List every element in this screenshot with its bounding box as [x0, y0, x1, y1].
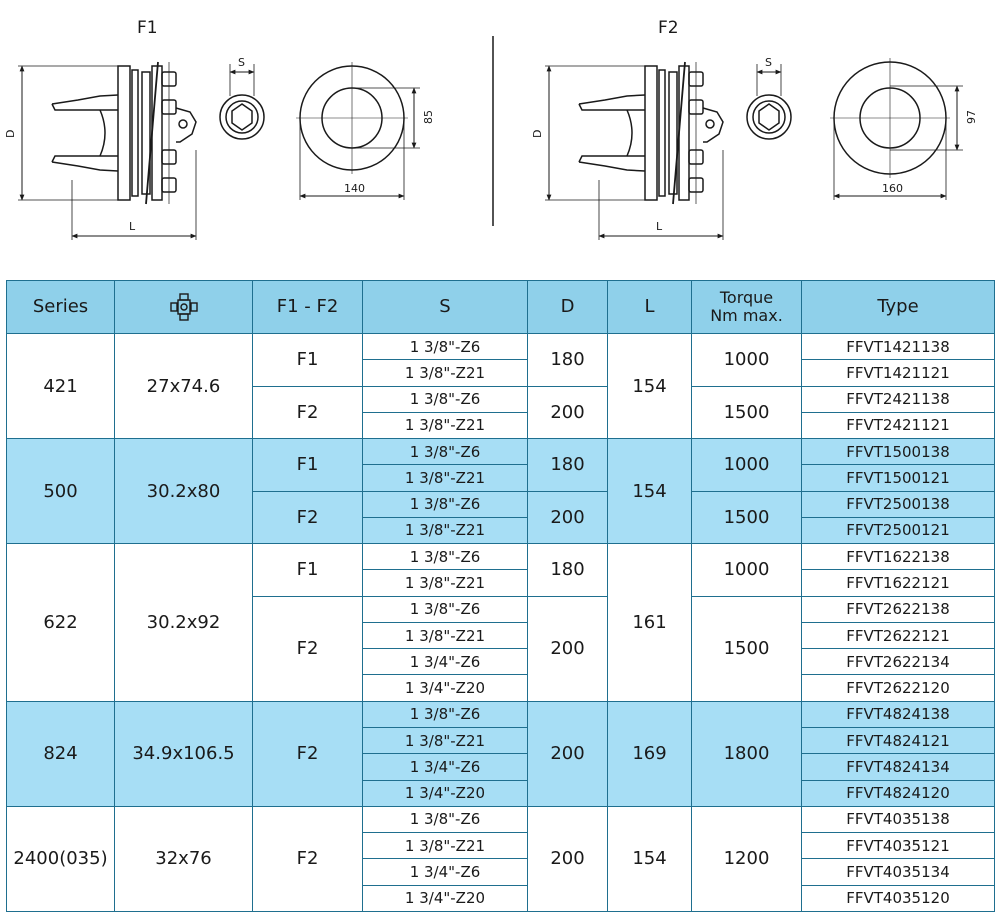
cell-type: FFVT2421138	[802, 386, 995, 412]
cell-f: F2	[253, 491, 363, 544]
cell-f: F1	[253, 439, 363, 492]
cell-type: FFVT4035120	[802, 885, 995, 911]
cell-s: 1 3/8"-Z21	[363, 833, 528, 859]
cell-f: F2	[253, 596, 363, 701]
cell-d: 180	[528, 334, 608, 387]
cell-l: 154	[608, 439, 692, 544]
cell-d: 200	[528, 596, 608, 701]
cell-cross: 30.2x92	[115, 544, 253, 702]
cell-f: F2	[253, 806, 363, 911]
cross-journal-icon	[169, 292, 199, 322]
cell-cross: 30.2x80	[115, 439, 253, 544]
cell-l: 169	[608, 701, 692, 806]
cell-f: F1	[253, 544, 363, 597]
cell-s: 1 3/8"-Z21	[363, 465, 528, 491]
header-torque-line2: Nm max.	[710, 306, 783, 325]
cell-d: 200	[528, 386, 608, 439]
drawing-f2	[531, 18, 978, 240]
cell-type: FFVT1421121	[802, 360, 995, 386]
cell-l: 154	[608, 806, 692, 911]
drawing-f1-dim-l: L	[129, 220, 136, 233]
table-row	[7, 544, 995, 570]
technical-drawings	[0, 0, 1000, 250]
header-torque	[692, 281, 802, 334]
drawing-f1-dim-dia: 140	[344, 182, 365, 195]
drawing-f1-title: F1	[137, 18, 158, 38]
cell-s: 1 3/8"-Z6	[363, 334, 528, 360]
cell-type: FFVT4824120	[802, 780, 995, 806]
cell-s: 1 3/8"-Z21	[363, 412, 528, 438]
cell-s: 1 3/8"-Z6	[363, 596, 528, 622]
header-s: S	[363, 281, 528, 334]
spec-table	[6, 280, 995, 912]
cell-s: 1 3/8"-Z21	[363, 517, 528, 543]
cell-s: 1 3/8"-Z6	[363, 544, 528, 570]
cell-series: 2400(035)	[7, 806, 115, 911]
cell-series: 421	[7, 334, 115, 439]
cell-type: FFVT4035121	[802, 833, 995, 859]
cell-l: 161	[608, 544, 692, 702]
header-series: Series	[7, 281, 115, 334]
table-row	[7, 334, 995, 360]
cell-type: FFVT2622120	[802, 675, 995, 701]
drawing-f2-dim-h: 97	[965, 110, 978, 124]
cell-f: F1	[253, 334, 363, 387]
cell-d: 200	[528, 491, 608, 544]
drawing-f2-dim-dia: 160	[882, 182, 903, 195]
table-row	[7, 701, 995, 727]
cell-type: FFVT1622121	[802, 570, 995, 596]
cell-series: 622	[7, 544, 115, 702]
cell-s: 1 3/8"-Z21	[363, 570, 528, 596]
cell-series: 500	[7, 439, 115, 544]
header-type: Type	[802, 281, 995, 334]
cell-s: 1 3/8"-Z21	[363, 360, 528, 386]
table-header-row	[7, 281, 995, 334]
cell-s: 1 3/4"-Z20	[363, 885, 528, 911]
cell-torque: 1500	[692, 596, 802, 701]
cell-torque: 1000	[692, 439, 802, 492]
cell-type: FFVT2500138	[802, 491, 995, 517]
drawing-f2-dim-s: S	[765, 56, 772, 69]
cell-s: 1 3/4"-Z6	[363, 649, 528, 675]
table-row	[7, 439, 995, 465]
drawing-f2-dim-d: D	[531, 129, 544, 138]
cell-s: 1 3/4"-Z20	[363, 675, 528, 701]
drawing-f1	[4, 18, 435, 240]
cell-type: FFVT2622121	[802, 622, 995, 648]
cell-s: 1 3/8"-Z21	[363, 727, 528, 753]
cell-type: FFVT4824121	[802, 727, 995, 753]
cell-torque: 1200	[692, 806, 802, 911]
cell-cross: 32x76	[115, 806, 253, 911]
drawing-f2-title: F2	[658, 18, 679, 38]
header-d: D	[528, 281, 608, 334]
cell-s: 1 3/8"-Z6	[363, 806, 528, 832]
cell-s: 1 3/8"-Z6	[363, 701, 528, 727]
cell-torque: 1000	[692, 334, 802, 387]
cell-l: 154	[608, 334, 692, 439]
header-torque-line1: Torque	[719, 288, 774, 307]
cell-s: 1 3/8"-Z6	[363, 491, 528, 517]
table-row	[7, 806, 995, 832]
cell-type: FFVT2421121	[802, 412, 995, 438]
cell-s: 1 3/8"-Z6	[363, 439, 528, 465]
cell-torque: 1500	[692, 491, 802, 544]
cell-f: F2	[253, 386, 363, 439]
cell-torque: 1000	[692, 544, 802, 597]
drawing-f2-dim-l: L	[656, 220, 663, 233]
cell-d: 180	[528, 544, 608, 597]
cell-s: 1 3/4"-Z20	[363, 780, 528, 806]
cell-f: F2	[253, 701, 363, 806]
header-cross	[115, 281, 253, 334]
cell-d: 200	[528, 806, 608, 911]
cell-type: FFVT1500138	[802, 439, 995, 465]
cell-type: FFVT2622134	[802, 649, 995, 675]
drawing-f1-dim-h: 85	[422, 110, 435, 124]
cell-cross: 27x74.6	[115, 334, 253, 439]
cell-type: FFVT4035134	[802, 859, 995, 885]
cell-type: FFVT1622138	[802, 544, 995, 570]
drawing-f1-dim-d: D	[4, 129, 17, 138]
cell-s: 1 3/4"-Z6	[363, 859, 528, 885]
cell-type: FFVT1421138	[802, 334, 995, 360]
cell-d: 180	[528, 439, 608, 492]
header-l: L	[608, 281, 692, 334]
cell-series: 824	[7, 701, 115, 806]
cell-s: 1 3/4"-Z6	[363, 754, 528, 780]
cell-type: FFVT4035138	[802, 806, 995, 832]
header-f1-f2: F1 - F2	[253, 281, 363, 334]
cell-d: 200	[528, 701, 608, 806]
cell-type: FFVT1500121	[802, 465, 995, 491]
cell-type: FFVT4824138	[802, 701, 995, 727]
drawing-f1-dim-s: S	[238, 56, 245, 69]
cell-type: FFVT2500121	[802, 517, 995, 543]
cell-cross: 34.9x106.5	[115, 701, 253, 806]
cell-torque: 1500	[692, 386, 802, 439]
cell-type: FFVT4824134	[802, 754, 995, 780]
cell-s: 1 3/8"-Z21	[363, 622, 528, 648]
cell-type: FFVT2622138	[802, 596, 995, 622]
cell-torque: 1800	[692, 701, 802, 806]
cell-s: 1 3/8"-Z6	[363, 386, 528, 412]
